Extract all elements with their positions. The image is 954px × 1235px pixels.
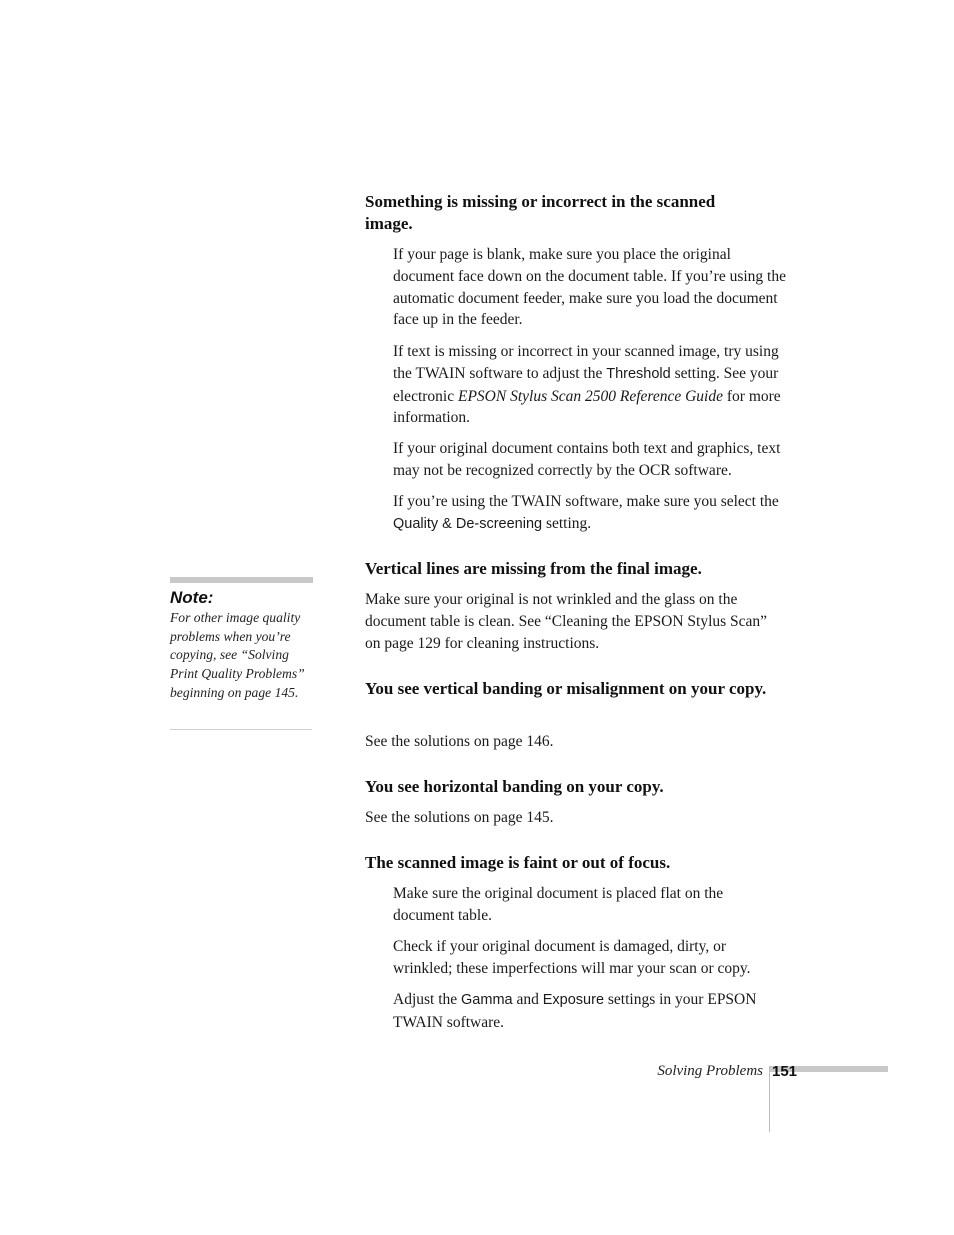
section-heading-vertical-banding: You see vertical banding or misalignment on your copy. [365, 679, 767, 698]
section-heading-horizontal-banding: You see horizontal banding on your copy. [365, 777, 664, 796]
reference-guide-title: EPSON Stylus Scan 2500 Reference Guide [457, 387, 723, 405]
paragraph-damaged-dirty: Check if your original document is damaged, dirty, or wrinkled; these imperfections will mar your scan or copy. [393, 938, 751, 977]
section-heading-missing-image: Something is missing or incorrect in the scanned image. [365, 192, 716, 233]
footer-section-title: Solving Problems [657, 1063, 763, 1079]
page-number: 151 [772, 1063, 798, 1080]
paragraph-blank-page: If your page is blank, make sure you place the original document face down on the document table. If you’re using the automatic document feeder, make sure you load the document face up in the feeder. [393, 246, 786, 329]
paragraph-ocr: If your original document contains both text and graphics, text may not be recognized correctly by the OCR software. [393, 440, 781, 479]
note-label: Note: [170, 588, 214, 607]
quality-descreening-setting-name: Quality & De-screening [393, 515, 543, 532]
note-text: For other image quality problems when you’re copying, see “Solving Print Quality Problems” beginning on page 145. [170, 610, 305, 700]
note-bottom-rule [170, 729, 312, 730]
paragraph-placed-flat: Make sure the original document is placed flat on the document table. [393, 885, 724, 924]
paragraph-threshold: If text is missing or incorrect in your scanned image, try using the TWAIN software to adjust the Threshold setting. See your electronic EPSON Stylus Scan 2500 Reference Guide for more information. [393, 343, 781, 427]
footer-divider [769, 1066, 770, 1132]
section-heading-faint-image: The scanned image is faint or out of focus. [365, 853, 671, 872]
threshold-setting-name: Threshold [606, 365, 671, 382]
note-top-bar [170, 577, 313, 583]
paragraph-gamma-exposure: Adjust the Gamma and Exposure settings in your EPSON TWAIN software. [393, 991, 757, 1031]
section-heading-vertical-lines: Vertical lines are missing from the final image. [365, 559, 702, 578]
paragraph-solutions-145: See the solutions on page 145. [365, 809, 554, 826]
exposure-setting-name: Exposure [542, 992, 605, 1008]
paragraph-quality-descreening: If you’re using the TWAIN software, make sure you select the Quality & De-screening setting. [393, 493, 779, 532]
paragraph-solutions-146: See the solutions on page 146. [365, 733, 554, 750]
paragraph-wrinkled-glass: Make sure your original is not wrinkled and the glass on the document table is clean. See “Cleaning the EPSON Stylus Scan” on page 129 for cleaning instructions. [365, 591, 768, 652]
gamma-setting-name: Gamma [461, 992, 513, 1008]
